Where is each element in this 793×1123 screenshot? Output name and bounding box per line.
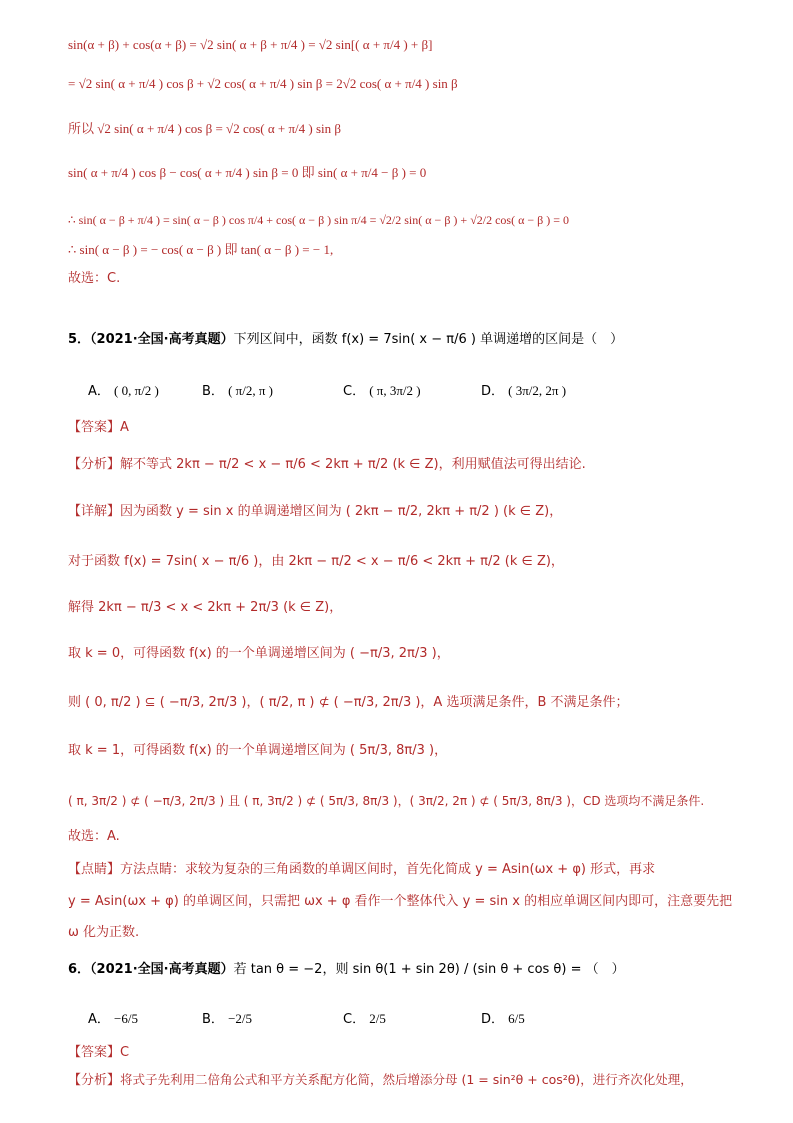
solution-line-3: 所以 √2 sin( α + π/4 ) cos β = √2 cos( α + π/4 ) sin β <box>68 121 342 136</box>
question-5-option-a <box>88 380 159 399</box>
option-letter: A． <box>88 1012 110 1027</box>
option-letter: A． <box>88 384 110 399</box>
option-text: −6/5 <box>114 1011 138 1026</box>
question-5-answer <box>68 418 129 437</box>
question-5-detail-5: 则 ( 0, π/2 ) ⊆ ( −π/3, 2π/3 )，( π/2, π ) ⊄ ( −π/3, 2π/3 )，A 选项满足条件，B 不满足条件； <box>68 695 629 710</box>
question-6-option-b <box>202 1008 252 1027</box>
answer-value: A <box>120 420 129 435</box>
question-5-tip-3: ω 化为正数. <box>68 925 140 940</box>
question-5-detail-1 <box>68 502 562 521</box>
option-text: ( 0, π/2 ) <box>114 383 159 398</box>
option-letter: C． <box>343 1012 366 1027</box>
analysis-text: 将式子先利用二倍角公式和平方关系配方化简，然后增添分母 (1 = sin²θ + cos²θ)，进行齐次化处理， <box>120 1072 693 1087</box>
option-letter: B． <box>202 1012 224 1027</box>
solution-choice: 故选：C. <box>68 271 121 286</box>
option-text: 2/5 <box>369 1011 386 1026</box>
analysis-text: 解不等式 2kπ − π/2 < x − π/6 < 2kπ + π/2 (k ∈ Z)，利用赋值法可得出结论. <box>120 457 586 472</box>
solution-line-4: sin( α + π/4 ) cos β − cos( α + π/4 ) sin β = 0 即 sin( α + π/4 − β ) = 0 <box>68 165 427 180</box>
question-6-header <box>68 960 625 979</box>
option-text: ( 3π/2, 2π ) <box>508 383 567 398</box>
solution-line-5: ∴ sin( α − β + π/4 ) = sin( α − β ) cos π/4 + cos( α − β ) sin π/4 = √2/2 sin( α − β ) + √2/2 cos( α − β ) = 0 <box>68 213 570 227</box>
question-6-number: 6． <box>68 962 91 977</box>
tip-text: 方法点睛：求较为复杂的三角函数的单调区间时，首先化简成 y = Asin(ωx + φ) 形式，再求 <box>120 862 656 877</box>
question-5-detail-7: ( π, 3π/2 ) ⊄ ( −π/3, 2π/3 ) 且 ( π, 3π/2 ) ⊄ ( 5π/3, 8π/3 )，( 3π/2, 2π ) ⊄ ( 5π/3, 8π/3 )，CD 选项均不满足条件. <box>68 794 705 808</box>
detail-text: 因为函数 y = sin x 的单调递增区间为 ( 2kπ − π/2, 2kπ + π/2 ) (k ∈ Z)， <box>120 504 563 519</box>
question-5-analysis <box>68 455 586 474</box>
question-6-option-c <box>343 1008 386 1027</box>
option-letter: D． <box>481 1012 505 1027</box>
question-5-detail-6: 取 k = 1，可得函数 f(x) 的一个单调递增区间为 ( 5π/3, 8π/3 )， <box>68 743 448 758</box>
question-6-option-d <box>481 1008 525 1027</box>
question-5-header <box>68 330 623 349</box>
option-letter: C． <box>343 384 366 399</box>
solution-line-6: ∴ sin( α − β ) = − cos( α − β ) 即 tan( α − β ) = − 1, <box>68 242 334 257</box>
analysis-tag: 【分析】 <box>68 1073 121 1088</box>
answer-value: C <box>120 1045 130 1060</box>
question-5-tip-2: y = Asin(ωx + φ) 的单调区间，只需把 ωx + φ 看作一个整体代入 y = sin x 的相应单调区间内即可，注意要先把 <box>68 894 733 909</box>
option-text: 6/5 <box>508 1011 525 1026</box>
question-5-tip-1 <box>68 860 655 879</box>
question-5-stem: 下列区间中，函数 f(x) = 7sin( x − π/6 ) 单调递增的区间是（ ） <box>233 332 624 347</box>
answer-tag: 【答案】 <box>68 420 121 435</box>
question-5-detail-2: 对于函数 f(x) = 7sin( x − π/6 )，由 2kπ − π/2 < x − π/6 < 2kπ + π/2 (k ∈ Z)， <box>68 554 564 569</box>
analysis-tag: 【分析】 <box>68 457 121 472</box>
solution-line-2: = √2 sin( α + π/4 ) cos β + √2 cos( α + π/4 ) sin β = 2√2 cos( α + π/4 ) sin β <box>68 76 458 91</box>
question-5-option-b <box>202 380 273 399</box>
option-text: ( π/2, π ) <box>228 383 273 398</box>
solution-line-1: sin(α + β) + cos(α + β) = √2 sin( α + β + π/4 ) = √2 sin[( α + π/4 ) + β] <box>68 37 433 52</box>
detail-tag: 【详解】 <box>68 504 121 519</box>
answer-tag: 【答案】 <box>68 1045 121 1060</box>
question-5-option-c <box>343 380 421 399</box>
question-6-analysis <box>68 1071 693 1090</box>
question-5-choice: 故选：A. <box>68 829 120 844</box>
question-5-detail-3: 解得 2kπ − π/3 < x < 2kπ + 2π/3 (k ∈ Z)， <box>68 600 343 615</box>
question-6-source: （2021·全国·高考真题） <box>90 962 234 977</box>
option-text: ( π, 3π/2 ) <box>369 383 421 398</box>
option-letter: B． <box>202 384 224 399</box>
question-5-detail-4: 取 k = 0，可得函数 f(x) 的一个单调递增区间为 ( −π/3, 2π/3 )， <box>68 646 450 661</box>
question-6-stem: 若 tan θ = −2，则 sin θ(1 + sin 2θ) / (sin θ + cos θ) = （ ） <box>233 962 625 977</box>
option-letter: D． <box>481 384 505 399</box>
tip-tag: 【点睛】 <box>68 862 121 877</box>
question-5-source: （2021·全国·高考真题） <box>90 332 234 347</box>
option-text: −2/5 <box>228 1011 253 1026</box>
question-5-option-d <box>481 380 566 399</box>
question-6-answer <box>68 1043 129 1062</box>
question-5-number: 5． <box>68 332 91 347</box>
question-6-option-a <box>88 1008 138 1027</box>
